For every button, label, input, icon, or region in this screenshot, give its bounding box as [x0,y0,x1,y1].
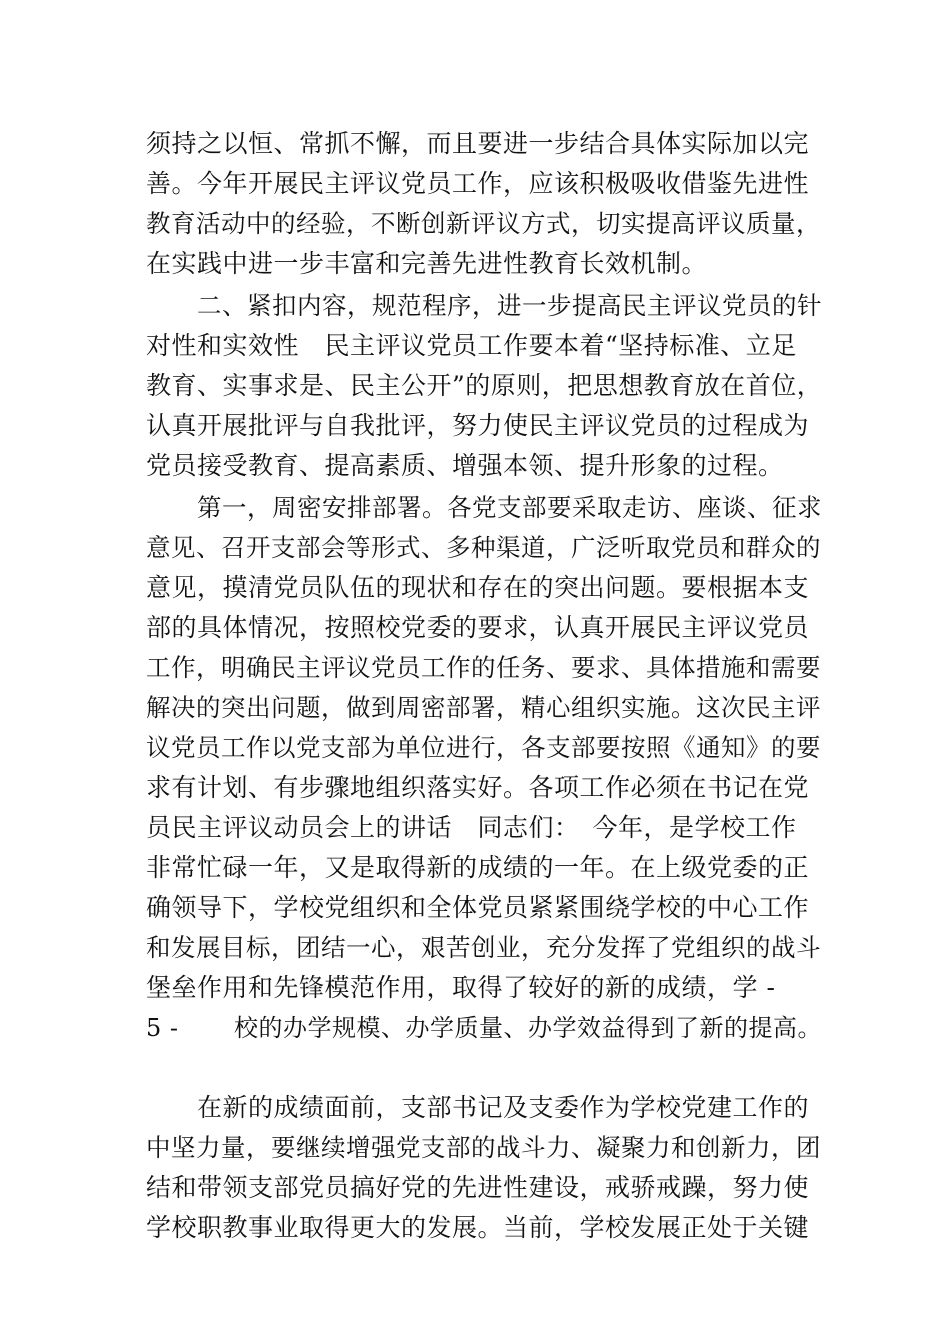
paragraph-line: 非常忙碌一年，又是取得新的成绩的一年。在上级党委的正 [146,853,810,882]
paragraph-line: 党员接受教育、提高素质、增强本领、提升形象的过程。 [146,451,784,480]
paragraph-line: 意见，摸清党员队伍的现状和存在的突出问题。要根据本支 [146,573,810,602]
paragraph-line: 在新的成绩面前，支部书记及支委作为学校党建工作的 [197,1093,810,1122]
paragraph-line: 和发展目标，团结一心，艰苦创业，充分发挥了党组织的战斗 [146,933,821,962]
paragraph-line-continuation: 校的办学规模、办学质量、办学效益得到了新的提高。 [234,1014,822,1042]
paragraph-line: 学校职教事业取得更大的发展。当前，学校发展正处于关键 [146,1213,810,1242]
paragraph-line: 对性和实效性 民主评议党员工作要本着“坚持标准、立足 [146,331,797,360]
paragraph-line: 解决的突出问题，做到周密部署，精心组织实施。这次民主评 [146,693,821,722]
paragraph-line: 二、紧扣内容，规范程序，进一步提高民主评议党员的针 [197,291,822,320]
paragraph-line: 善。今年开展民主评议党员工作，应该积极吸收借鉴先进性 [146,169,810,198]
paragraph-line: 教育活动中的经验，不断创新评议方式，切实提高评议质量， [146,209,821,238]
paragraph-line: 确领导下，学校党组织和全体党员紧紧围绕学校的中心工作 [146,893,810,922]
paragraph-line: 认真开展批评与自我批评，努力使民主评议党员的过程成为 [146,411,810,440]
paragraph-line: 结和带领支部党员搞好党的先进性建设，戒骄戒躁，努力使 [146,1173,810,1202]
paragraph-line: 中坚力量，要继续增强党支部的战斗力、凝聚力和创新力，团 [146,1133,821,1162]
page-number: 5 - [146,1014,179,1042]
paragraph-line: 工作，明确民主评议党员工作的任务、要求、具体措施和需要 [146,653,821,682]
paragraph-line: 意见、召开支部会等形式、多种渠道，广泛听取党员和群众的 [146,533,821,562]
paragraph-line: 须持之以恒、常抓不懈，而且要进一步结合具体实际加以完 [146,129,810,158]
paragraph-line: 在实践中进一步丰富和完善先进性教育长效机制。 [146,249,708,278]
paragraph-line: 教育、实事求是、民主公开”的原则，把思想教育放在首位， [146,371,823,400]
paragraph-line: 部的具体情况，按照校党委的要求，认真开展民主评议党员 [146,613,810,642]
paragraph-line: 求有计划、有步骤地组织落实好。各项工作必须在书记在党 [146,773,810,802]
paragraph-line: 议党员工作以党支部为单位进行，各支部要按照《通知》的要 [146,733,821,762]
paragraph-line: 员民主评议动员会上的讲话 同志们： 今年，是学校工作 [146,813,797,842]
page-break-line [146,1008,822,1048]
paragraph-line: 第一，周密安排部署。各党支部要采取走访、座谈、征求 [197,493,822,522]
paragraph-line: 堡垒作用和先锋模范作用，取得了较好的新的成绩，学 - [146,973,776,1002]
